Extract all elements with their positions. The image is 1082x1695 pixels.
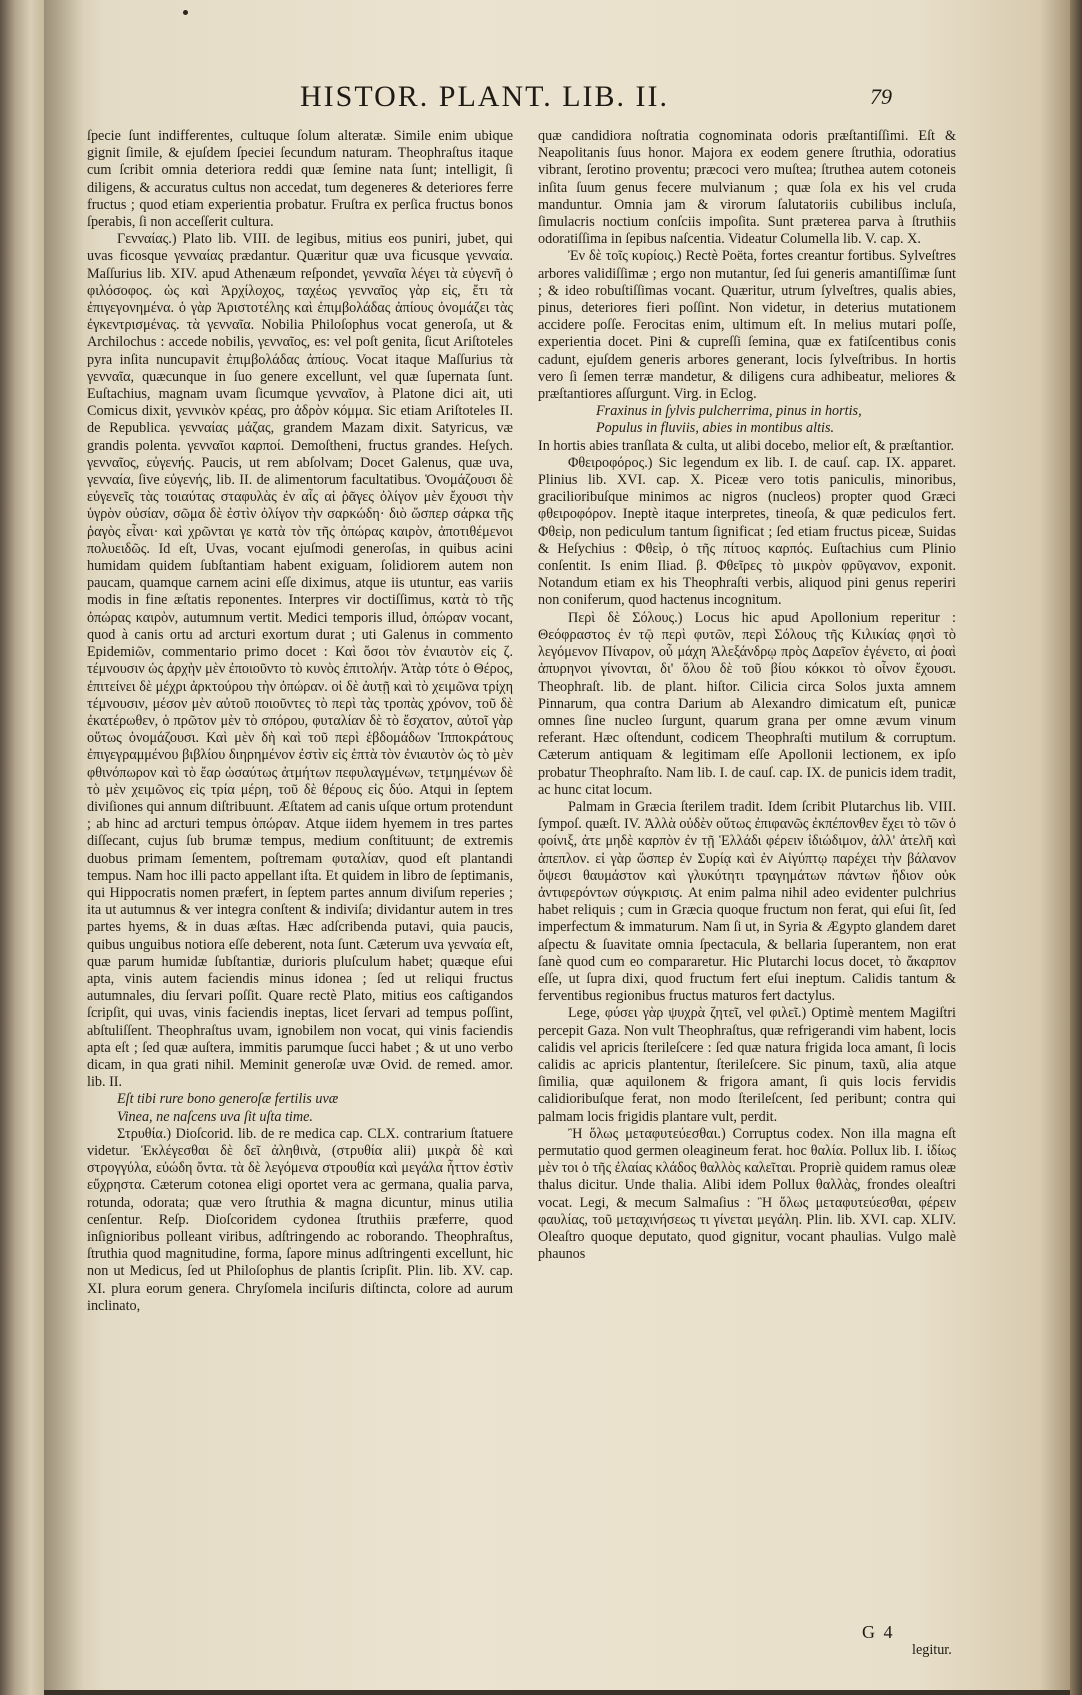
signature-mark: G 4 [862, 1622, 895, 1642]
paragraph: Γενναίας.) Plato lib. VIII. de legibus, mitius eos puniri, jubet, qui uvas ficosque γενναίας prædantur. Quæritur quæ uva ficusque γενναία. Maſſurius lib. XIV. apud Athenæum reſpondet, γενναῖα λέγει τὰ εὐγενῆ ὁ φιλόσοφος. ὡς καὶ Ἀρχίλοχος, ταχέως γενναῖος γὰρ εἰς, ἔτι τὰ ἐπιγεγονημένα. ὁ γὰρ Ἀριστοτέλης καὶ ἐπιμβολάδας ἀπίους ὀνομάζει τὰς ἐγκεντρισμένας. τὰ γενναῖα. Nobilia Philoſophus vocat generoſa, ut & Archilochus : accede nobilis, γενναῖος, es: vel poſt genita, ſicut Ariſtoteles pyra inſita nuncupavit ἐπιμβολάδας ἀπίους. Vocat itaque Maſſurius τὰ γενναῖα, quæcunque in ſuo genere excellunt, vel quæ ſupernata ſunt. Euſtachius, magnam uvam ſicumque γενναῖον, à Platone dici ait, uti Comicus dixit, γεννικὸν κρέας, pro ἁδρὸν κόμμα. Sic etiam Ariſtoteles II. de Republica. γενναίας μάζας, grandem Mazam dixit. Satyricus, væ grandis polenta. γενναῖοι καρποί. Demoſtheni, fructus grandes. Heſych. γενναῖος, εὐγενής. Paucis, ut rem abſolvam; Docet Galenus, quæ uva, γενναία, ſive εὐγενής, lib. II. de alimentorum facultatibus. Ὁνομάζουσι δὲ εὐγενεῖς τὰς τοιαύτας σταφυλὰς ἐν αἷς αἱ ῥᾶγες ὀλίγον μὲν ἔχουσι τὴν ὑγρὸν οὐσίαν, σῶμα δὲ ἐστὶν ὀλίγον τὴν σαρκώδη· διὸ ὥσπερ σάρκα τῆς ῥαγὸς εἶναι· καὶ χρῶνται γε κατὰ τὸν τῆς ὀπώρας καιρὸν, ἀποτιθέμενοι πολυειδῶς. Id eſt, Uvas, vocant ejuſmodi generoſas, in quibus acini humidam quidem ſubſtantiam habent exiguam, ſolidiorem autem non paucam, quamque carnem acini eſſe diximus, atque iis utuntur, eas variis modis in fine æſtatis reponentes. Interpres vir doctiſſimus, κατὰ τὸ τῆς ὀπώρας καιρὸν, autumnum vertit. Medici temporis illud, ὀπώραν vocant, quod à canis ortu ad arcturi exortum durat ; uti Galenus in commento Epidemiῶν, commentario primo docet : Καὶ ὅσοι τὸν ἐνιαυτὸν εἰς ζ. τέμνουσιν ὡς ἀρχὴν μὲν ἐποιοῦντο τὸ κυνὸς ἐπιτολήν. Ἀτὰρ τότε ὁ Θέρος, ἐπιτείνει δὲ μέχρι ἀρκτούρου τὴν ὀπώραν. οἱ δὲ ἀυτῇ καὶ τὸ χειμῶνα τρίχη τέμνουσιν, μέσον μὲν αὐτοῦ ποιοῦντες τὸ περὶ τὰς τροπὰς χρόνον, τοῦ δὲ ἐκατέρωθεν, ὁ πρῶτον μὲν τὸ σπόρου, φυταλίαν δὲ τὸ ἔσχατον, αὐτοῖ γὰρ οὕτως ὀνομάζουσι. Καὶ μὲν δὴ καὶ τοῦ περὶ ἑβδομάδων Ἱπποκράτους ἐπιγεγραμμένου βιβλίου διηρημένον ἐστὶν εἰς ἑπτὰ τὸν ἐνιαυτὸν ὡς τὸ μὲν φθινόπωρον καὶ τὸ ἔαρ ὡσαύτως ἀτμήτων πεφυλαγμένων, τετμημένων δὲ τὸ μὲν χειμῶνος εἰς τρία μέρη, τοῦ δὲ θέρους εἰς δύο. Atqui in ſeptem diviſiones qui annum diſtribuunt. Æſtatem ad canis uſque ortum protendunt ; ab hinc ad arcturi tempus ὀπώραν. Atque iidem hyemem in tres partes diſſecant, cujus ſub brumæ tempus, medium conſtituunt; de extremis duobus primam ſementem, poſtremam φυταλίαν, quod eſt plantandi tempus. Nam hoc illi pacto appellant iſta. Et quidem in libro de ſeptimanis, qui Hippocratis nomen præfert, in ſeptem partes annum diviſum reperies ; ita ut autumnus & ver integra conſtent & indiviſa; dividantur autem in tres partes hyems, & in duas æſtas. Hæc adſcribenda putavi, quia paucis, quibus unguibus notiora eſſe deberent, nota ſunt. Cæterum uva γενναία eſt, quæ parum humidæ ſubſtantiæ, durioris pluſculum habet; quæque eſui apta, vinis autem faciendis minus idonea ; ſed ut reliqui fructus autumnales, diu ſervari poſſit. Quare rectè Plato, mitius eos caſtigandos ſcripſit, qui uvas, vinis faciendis ineptas, licet ſervari ad tempus poſſint, abſtuliſſent. Theophraſtus uvam, ignobilem non vocat, qui vinis faciendis apta eſt ; ſed quæ auſtera, immitis parumque ſucci habet ; & ut uno verbo dicam, in qua grati nihil. Meminit generoſæ uvæ Ovid. de remed. amor. lib. II. [87, 231, 513, 1091]
running-head: HISTOR. PLANT. LIB. II. [300, 80, 670, 113]
right-text-column [538, 128, 956, 1634]
left-page-edge [0, 0, 44, 1695]
verse-line: Vinea, ne naſcens uva ſit uſta time. [117, 1108, 313, 1125]
right-page-edge [1070, 0, 1082, 1695]
catchword: legitur. [912, 1642, 952, 1658]
paragraph: quæ candidiora noſtratia cognominata odoris præſtantiſſimi. Eſt & Neapolitanis ſuus honor. Majora ex eodem genere ſtruthia, odoratius vibrant, ſerotino proventu; præcoci vero muſtea; ſtruthea autem cotoneis inſita ſuum genus fecere mulvianum ; quæ ſola ex his vel cruda manduntur. Omnia jam & virorum ſalutatoriis cubilibus incluſa, ſimulacris noctium conſciis impoſita. Sunt præterea parva à ſtruthiis odoratiſſima in ſepibus naſcentia. Videatur Columella lib. V. cap. X. [538, 128, 956, 248]
paragraph: Φθειροφόρος.) Sic legendum ex lib. I. de cauſ. cap. IX. apparet. Plinius lib. XVI. cap. X. Piceæ vero totis paniculis, minoribus, gracilioribuſque minimos ac nigros (nucleos) propter quod Græci φθειροφόρον. Ineptè itaque interpretes, tineoſa, & quæ pediculos fert. Φθεὶρ, non pediculum tantum ſignificat ; ſed etiam fructus piceæ, Suidas & Heſychius : Φθεὶρ, ὁ τῆς πίτυος καρπός. Euſtachius cum Plinio conſentit. Is enim Iliad. β. Φθεῖρες τὸ μικρὸν φρῦγανον, exponit. Notandum etiam ex his Theophraſti verbis, aliquod pini genus reperiri non coniferum, quod hactenus incognitum. [538, 454, 956, 609]
page-number: 79 [870, 84, 892, 109]
paragraph: Στρυθία.) Dioſcorid. lib. de re medica cap. CLX. contrarium ſtatuere videtur. Ἐκλέγεσθαι δὲ δεῖ ἀληθινὰ, (στρυθία alii) μικρὰ δὲ καὶ στρογγύλα, εὐώδη ὄντα. τὰ δὲ λεγόμενα στρουθία καὶ μεγάλα ἧττον ἐστὶν εὔχρηστα. Cæterum cotonea eligi oportet vera ac germana, qualia parva, rotunda, odorata; quæ vero ſtruthia & magna dicuntur, minus utilia cenſentur. Reſp. Dioſcoridem cydonea ſtruthiis præferre, quod inſignioribus polleant viribus, adſtringendo ac roborando. Theophraſtus, ſtruthia quod magnitudine, forma, ſapore minus adſtringenti excellunt, hic non ut Medicus, ſed ut Philoſophus de plantis ſcripſit. Plin. lib. XV. cap. XI. plura eorum genera. Chryſomela inciſuris diſtincta, colore ad aurum inclinato, [87, 1125, 513, 1314]
paragraph: Ἢ ὅλως μεταφυτεύεσθαι.) Corruptus codex. Non illa magna eſt permutatio quod germen oleagineum ferat. hoc θαλία. Pollux lib. I. ἰδίως μὲν τοι ὁ τῆς ἐλαίας κλάδος θαλλὸς καλεῖται. Propriè quidem ramus oleæ thalus dicitur. Unde thalia. Alibi idem Pollux θαλλὰς, frondes oleaſtri vocat. Legi, & mecum Salmaſius : Ἢ ὅλως μεταφυτεύεσθαι, φέρειν φαυλίας, τοῦ μεταχινήσεως τι γίνεται μεγάλη. Plin. lib. XVI. cap. XLIV. Oleaſtro quoque deputato, quod gignitur, vocant phaulias. Vulgo malè phaunos [538, 1125, 956, 1263]
paragraph: In hortis abies tranſlata & culta, ut alibi docebo, melior eſt, & præſtantior. [538, 437, 955, 454]
paragraph: Lege, φύσει γὰρ ψυχρὰ ζητεῖ, vel φιλεῖ.) Optimè mentem Magiſtri percepit Gaza. Non vult Theophraſtus, quæ refrigerandi vim habent, locis calidis vel apricis ſterileſcere : ſed quæ natura frigida loca amant, ſi locis calidis ac apricis plantentur, ſterileſcere. Sic pinum, taxũ, alia atque ſimilia, quæ aquilonem & frigora amant, ſi quis locis fervidis calidioribuſque ferat, non modo ſterileſcent, ſed peribunt; contra qui palmam locis frigidis plantare vult, perdit. [538, 1005, 956, 1125]
verse-line: Fraxinus in ſylvis pulcherrima, pinus in hortis, [596, 403, 862, 420]
left-text-column [87, 128, 513, 1636]
paragraph: Περὶ δὲ Σόλους.) Locus hic apud Apollonium reperitur : Θεόφραστος ἐν τῷ περὶ φυτῶν, περὶ Σόλους τῆς Κιλικίας φησὶ τὸ λεγόμενον Πίναρον, οὗ μάχη Ἀλεξάνδρῳ πρὸς Δαρεῖον ἐγένετο, αἱ ῥοαὶ ἀπυρηνοι γίνονται, δι' ὅλου δὲ τοῦ βίου κόκκοι τὸ οἶνον ἔχουσι. Theophraſt. lib. de plant. hiſtor. Cilicia circa Solos juxta amnem Pinnarum, qua contra Darium ab Alexandro dimicatum eſt, punicæ omnes ſine nucleo ſurgunt, quarum grana per omne ævum vinum referant. Hæc oſtendunt, codicem Theophraſti mutilum & corruptum. Cæterum antiquam & legitimam eſſe Apollonii lectionem, ex ipſo probatur Theophraſto. Nam lib. I. de cauſ. cap. IX. de punicis idem tradit, ac hunc citat locum. [538, 609, 956, 798]
verse-line: Eſt tibi rure bono generoſæ fertilis uvæ [117, 1091, 339, 1108]
gutter-shadow [44, 0, 84, 1690]
ink-speck [183, 10, 188, 15]
verse-line: Populus in fluviis, abies in montibus altis. [596, 420, 835, 437]
paragraph: Palmam in Græcia ſterilem tradit. Idem ſcribit Plutarchus lib. VIII. ſympoſ. quæſt. IV. Ἀλλὰ οὐδὲν οὕτως ἐπιφανῶς ἐκπέπονθεν ἔχει τὸ τῶν ὁ φοίνιξ, ἀτε μηδὲ καρπὸν ἐν τῇ Ἑλλάδι φέρειν ἰδιώδιμον, ἀλλ' ἀτελῆ καὶ ἀπεπλον. εἰ γὰρ ὥσπερ ἐν Συρίᾳ καὶ ἐν Αἰγύπτῳ παρέχει τὴν βάλανον ὄψεσι θαυμάστον καὶ γλυκύτητι τραγημάτων πάντων ἥδιον οὐκ ἀντιφερόντων σύγκρισις. At enim palma nihil adeo evidenter pulchrius habet reliquis ; cum in Græcia quoque fructum non ferat, qui eſui ſit, ſed imperfectum & immaturum. Nam ſi ut, in Syria & Ægypto glandem daret aſpectu & ſuavitate omnia ſpectacula, & bellaria ſuperantem, non erat ſanè quod cum eo compararetur. Hic Plutarchi locus docet, τὸ ἄκαρπον eſſe, ut ſupra dixi, quod fructum fert eſui ineptum. Calidis tantum & ferventibus regionibus fructus maturos fert dactylus. [538, 798, 956, 1005]
paragraph: ſpecie ſunt indifferentes, cultuque ſolum alteratæ. Simile enim ubique gignit ſimile, & ejuſdem ſpeciei ſecundum naturam. Theophraſtus itaque cum ſcribit omnia deteriora reddi quæ ſemine nata ſunt; intelligit, ſi diligens, & accuratus cultus non accedat, tum degeneres & deteriores ferre fructus ; quod etiam experientia probatur. Fruſtra ex perſica fructus bonos ſperabis, ſi non acceſſerit cultura. [87, 128, 513, 231]
paragraph: Ἐν δὲ τοῖς κυρίοις.) Rectè Poëta, fortes creantur fortibus. Sylveſtres arbores validiſſimæ ; ergo non mutantur, ſed ſui generis amantiſſimæ ſunt ; & ideo robuſtiſſimas vocant. Quæritur, utrum ſylveſtres, qualis abies, pinus, deteriores fieri poſſint. Non videtur, in deterius mutationem accidere poſſe. Ferocitas enim, ultimum eſt. In melius mutari poſſe, experientia docet. Pini & cupreſſi ſemina, quæ ex fatiſcentibus conis cadunt, ejuſdem generis arbores generant, locis ſylveſtribus. In hortis vero ſi ſemen terræ mandetur, & diligens cura adhibeatur, meliores & præſtantiores aſſurgunt. Virg. in Eclog. [538, 248, 956, 403]
